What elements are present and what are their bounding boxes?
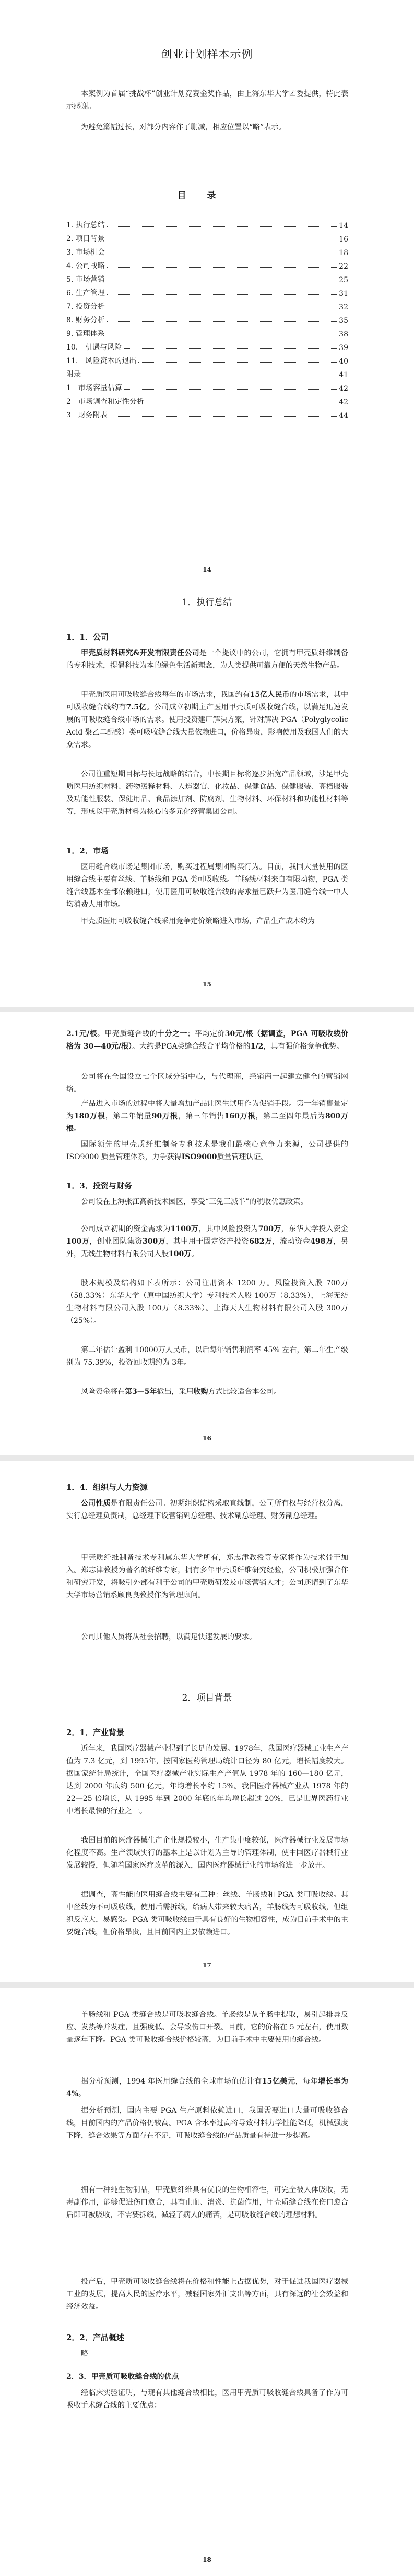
subsection-1-1-title: 1．1．公司 <box>66 632 109 642</box>
toc-item[interactable] <box>66 298 348 311</box>
toc-item[interactable] <box>66 379 348 393</box>
toc-item[interactable] <box>66 339 348 352</box>
page-break <box>0 1455 414 1461</box>
toc-item-label: 3 财务附表 <box>66 411 108 419</box>
toc-item-page: 18 <box>339 249 348 257</box>
toc-item[interactable] <box>66 406 348 420</box>
toc-item[interactable] <box>66 393 348 406</box>
toc-item-label: 6. 生产管理 <box>66 289 105 297</box>
paragraph-industry-2: 我国目前的医疗器械生产企业规模较小，生产集中度较低，医疗器械行业发展市场化程度不高。生产领域实行的基本上是以计划为主导的管理体制，使中国医疗器械行业发展较慢，但随着国家医疗改革的深入，国内医疗器械行业的市场将进一步放开。 <box>66 1836 348 1870</box>
toc-item-page: 40 <box>339 357 348 366</box>
toc-item[interactable] <box>66 257 348 271</box>
toc-item[interactable] <box>66 352 348 366</box>
toc-item-label: 2 市场调查和定性分析 <box>66 398 144 406</box>
toc-item-page: 39 <box>339 344 348 352</box>
toc-item-label: 10. 机遇与风险 <box>66 343 122 352</box>
paragraph-industry-8: 投产后，甲壳质可吸收缝合线将在价格和性能上占据优势，对于促进我国医疗器械工业的发展，提高人民的医疗水平，减轻国家外汇支出等方面，具有深远的社会效益和经济效益。 <box>66 2278 348 2311</box>
subsection-1-2-title: 1．2．市场 <box>66 846 109 856</box>
page-break <box>0 1982 414 1988</box>
toc-item-page: 31 <box>339 290 348 298</box>
page-number: 16 <box>203 1435 211 1442</box>
toc-item-label: 7. 投资分析 <box>66 303 105 311</box>
intro-paragraph-1: 本案例为首届“挑战杯”创业计划竞赛金奖作品，由上海东华大学团委提供，特此表示感谢。 <box>66 90 348 111</box>
toc-item[interactable] <box>66 311 348 325</box>
company-name: 甲壳质材料研究&开发有限责任公司 <box>81 649 199 657</box>
toc-item[interactable] <box>66 325 348 339</box>
paragraph-market-1: 医用缝合线市场是集团市场，购买过程属集团购买行为。目前，我国大量使用的医用缝合线主要有丝线、羊肠线和 PGA 类可吸收线。羊肠线材料来自有限动物，PGA 类缝合线基本全部依赖进口，使用医用可吸收缝合线的需求量已跃升为医用缝合线一中人均消费人用市场。 <box>66 863 348 909</box>
page-number: 14 <box>203 566 211 573</box>
paragraph-funding: 公司成立初期的资金需求为1100万，其中风险投资为700万，东华大学投入资金100万，创业团队集资300万，其中用于固定资产投资682万，流动资金498万，另外，无线生物材料有限公司入股100万。 <box>66 1225 349 1258</box>
paragraph-industry-4: 羊肠线和 PGA 类缝合线是可吸收缝合线。羊肠线是从羊肠中提取，易引起排异反应、发热等并发症，且强度低、会导致伤口开裂。目前，它的价格在 5 元左右，使用数量逐年下降。PGA 类可吸收缝合线价格较高，为目前手术中主要使用的缝合线。 <box>66 2011 348 2044</box>
toc-item-label: 9. 管理体系 <box>66 330 105 338</box>
paragraph-profit: 第二年估计盈利 10000万人民币，以后每年销售利润率 45% 左右，第二年生产级别为 75.39%，投资回收期约为 3年。 <box>66 1346 348 1367</box>
toc-leader <box>110 416 337 417</box>
subsection-2-2-title: 2．2．产品概述 <box>66 2333 124 2342</box>
toc-leader <box>107 226 337 227</box>
document-title: 创业计划样本示例 <box>161 48 253 61</box>
subsection-2-3-title: 2．3．甲壳质可吸收缝合线的优点 <box>66 2373 179 2381</box>
toc-item-page: 44 <box>339 412 348 420</box>
toc-item-label: 4. 公司战略 <box>66 262 105 270</box>
toc-item-label: 8. 财务分析 <box>66 316 105 324</box>
omitted-note: 略 <box>81 2350 88 2358</box>
paragraph-industry-5: 据分析预测，1994 年医用缝合线的全球市场值估计有15亿美元，每年增长率为4%。 <box>66 2077 349 2098</box>
toc-item-page: 22 <box>339 262 348 271</box>
toc-item-page: 38 <box>339 330 348 339</box>
toc-item-label: 附录 <box>66 370 81 379</box>
paragraph-distribution: 公司将在全国设立七个区域分销中心，与代理商，经销商一起建立健全的营销网络。 <box>66 1073 348 1093</box>
paragraph-location: 公司设在上海张江高新技术园区，享受“三免三减半”的税收优惠政策。 <box>81 1198 308 1206</box>
page-number: 15 <box>203 981 211 988</box>
section-1-title: 1．执行总结 <box>182 597 232 608</box>
toc-item[interactable] <box>66 230 348 244</box>
toc-item-page: 25 <box>339 276 348 284</box>
toc-item-page: 32 <box>339 303 348 311</box>
paragraph-exit: 风险资金将在第3—5年撤出，采用收购方式比较适合本公司。 <box>81 1388 281 1396</box>
paragraph-org: 公司性质是有限责任公司。初期组织结构采取直线制，公司所有权与经营权分离，实行总经理负责制，总经理下设营销副总经理、技术副总经理、财务副总经理。 <box>66 1499 349 1520</box>
toc-leader <box>107 267 337 268</box>
subsection-1-4-title: 1．4．组织与人力资源 <box>66 1483 148 1492</box>
toc-item-label: 1 市场容量估算 <box>66 384 122 392</box>
paragraph-company-intro: 甲壳质材料研究&开发有限责任公司是一个提议中的公司，它拥有甲壳质纤维制备的专利技术，提倡科技为本的绿色生活新理念，为人类提供可靠方便的天然生物产品。 <box>66 649 349 670</box>
page-1 <box>0 0 414 652</box>
intro-paragraph-2: 为避免篇幅过长，对部分内容作了删减，相应位置以“略”表示。 <box>81 123 286 131</box>
page-number: 18 <box>203 2556 211 2563</box>
page-number: 17 <box>203 1961 211 1969</box>
toc-title: 目录 <box>177 190 237 201</box>
subsection-2-1-title: 2．1．产业背景 <box>66 1728 124 1737</box>
toc-item-label: 5. 市场营销 <box>66 275 105 284</box>
toc-item-page: 35 <box>339 317 348 325</box>
toc-item-page: 14 <box>339 222 348 230</box>
paragraph-industry-3: 据调查，高性能的医用缝合线主要有三种：丝线、羊肠线和 PGA 类可吸收线。其中丝线为不可吸收线，使用后需拆线，给病人带来较大痛苦，羊肠线为可吸收线，但组织反应大，易感染。PGA 类可吸收线由于具有良好的生物相容性，成为目前手术中的主要缝合线，但价格昂贵，且目前国内主要依赖进口。 <box>66 1891 348 1936</box>
toc-item-page: 42 <box>339 384 348 393</box>
toc-item-label: 1. 执行总结 <box>66 221 105 230</box>
toc-item-page: 41 <box>339 371 348 379</box>
subsection-1-3-title: 1．3．投资与财务 <box>66 1181 132 1190</box>
toc-item[interactable] <box>66 271 348 284</box>
paragraph-pricing: 2.1元/根。甲壳质缝合线的十分之一；平均定价30元/根（据调查，PGA 可吸收线价格为 30—40元/根）。大约是PGA类缝合线合平均价格的1/2，具有强价格竞争优势。 <box>66 1030 349 1051</box>
toc-item[interactable] <box>66 216 348 230</box>
paragraph-equity: 股本规模及结构如下表所示：公司注册资本 1200 万。风险投资入股 700万（58.33%）东华大学（原中国纺织大学）专利技术入股 100万（8.33%），上海无纺生物材料有限公司入股 100万（8.33%）。上海天人生物材料有限公司入股 300万（25%）。 <box>66 1279 348 1325</box>
toc-item-label: 11. 风险资本的退出 <box>66 357 137 365</box>
paragraph-iso: 国际领先的甲壳质纤维制备专利技术是我们最核心竞争力来源，公司提供的 ISO9000 质量管理体系，力争获得ISO9000质量管理认证。 <box>66 1140 348 1161</box>
paragraph-recruit: 公司其他人员将从社会招聘，以满足快速发展的要求。 <box>81 1633 256 1641</box>
paragraph-pricing-start: 甲壳质医用可吸收缝合线采用竞争定价策略进入市场，产品生产成本约为 <box>81 917 315 925</box>
toc-item-page: 42 <box>339 398 348 406</box>
toc-leader <box>124 348 337 349</box>
paragraph-advantages: 经临床实验证明，与现有其他缝合线相比，医用甲壳质可吸收缝合线具备了作为可吸收手术缝合线的主要优点： <box>66 2389 348 2410</box>
toc-item-label: 2. 项目背景 <box>66 235 105 243</box>
paragraph-industry-1: 近年来，我国医疗器械产业得到了长足的发展。1978年，我国医疗器械工业生产产值为 7.3 亿元，到 1995年，按国家医药管理局统计口径为 80 亿元，增长幅度较大。据国家统计局统计，全国医疗器械产业实际生产产值从 1978 年的 160—180 亿元，达到 2000 年底约 500 亿元，年均增长率约 15%。我国医疗器械产业从 1978 年的 22—25 倍增长，从 1995 年到 2000 年底的年均增长超过 20%，已是世界医药行业中增长最快的行业之一。 <box>66 1744 348 1815</box>
paragraph-hr: 甲壳质纤维制备技术专利属东华大学所有，郑志津教授等专家将作为技术骨干加入。郑志津教授为著名的纤维专家，拥有多年甲壳质纤维研究经验，公司积极加强合作和研究开发，将吸引外部有利于公司的甲壳质研发及市场营销人才；公司还请到了东华大学市场营销系顾良良教授作为管理顾问。 <box>66 1554 348 1599</box>
toc-leader <box>107 294 337 295</box>
toc-item-label: 3. 市场机会 <box>66 248 105 257</box>
paragraph-sales-volume: 产品进入市场的过程中将大量增加产品让医生试用作为促销手段。第一年销售量定为180万根，第二年销量90万根，第三年销售160万根，第二至四年最后为800万根。 <box>66 1100 349 1133</box>
toc-leader <box>138 362 337 363</box>
paragraph-strategy: 公司注重短期目标与长远战略的结合，中长期目标将逐步拓宽产品领域，涉足甲壳质医用纺织材料、药物缓释材料、人造器官、化妆品、保健食品、保健服装、高档服装及功能性服装、保健用品、食品添加剂、防腐剂、生物材料、环保材料和功能性材料等等，形成以甲壳质材料为核心的多元化经营集团公司。 <box>66 770 348 816</box>
toc-item[interactable] <box>66 284 348 298</box>
toc-leader <box>107 321 337 322</box>
page-break <box>0 1007 414 1012</box>
paragraph-industry-7: 拥有一种纯生物制品，甲壳质纤维具有优良的生物相容性，可完全被人体吸收，无毒副作用，能够促进伤口愈合，具有止血、消炎、抗菌作用，甲壳质缝合线在伤口愈合后即可被吸收，不需要拆线，减轻了病人的痛苦，是可吸收缝合线的理想材料。 <box>66 2186 348 2219</box>
toc-item[interactable] <box>66 244 348 257</box>
paragraph-market-demand: 甲壳质医用可吸收缝合线每年的市场需求，我国约有15亿人民币的市场需求，其中可吸收缝合线约有7.5亿。公司成立初期主产医用甲壳质可吸收缝合线，以满足迅速发展的可吸收缝合线市场的需求。使用投资建厂解决方案，针对解决 PGA（Polyglycolic Acid 聚乙二醇酸）类可吸收缝合线大量依赖进口，价格昂贵，影响使用及我国人们的大众需求。 <box>66 691 349 749</box>
paragraph-industry-6: 据分析预测，国内主要 PGA 生产原料依赖进口，我国需要进口大量可吸收缝合线，目前国内的产品价格仍较高。PGA 含水率过高将导致材料力学性能降低，机械强度下降，缝合效果等方面存在不足，可吸收缝合线的产品质量有待进一步提高。 <box>66 2106 348 2140</box>
section-2-title: 2．项目背景 <box>182 1693 232 1703</box>
toc-item[interactable] <box>66 366 348 379</box>
toc-leader <box>124 389 337 390</box>
table-of-contents <box>66 216 348 420</box>
toc-item-page: 16 <box>339 235 348 244</box>
